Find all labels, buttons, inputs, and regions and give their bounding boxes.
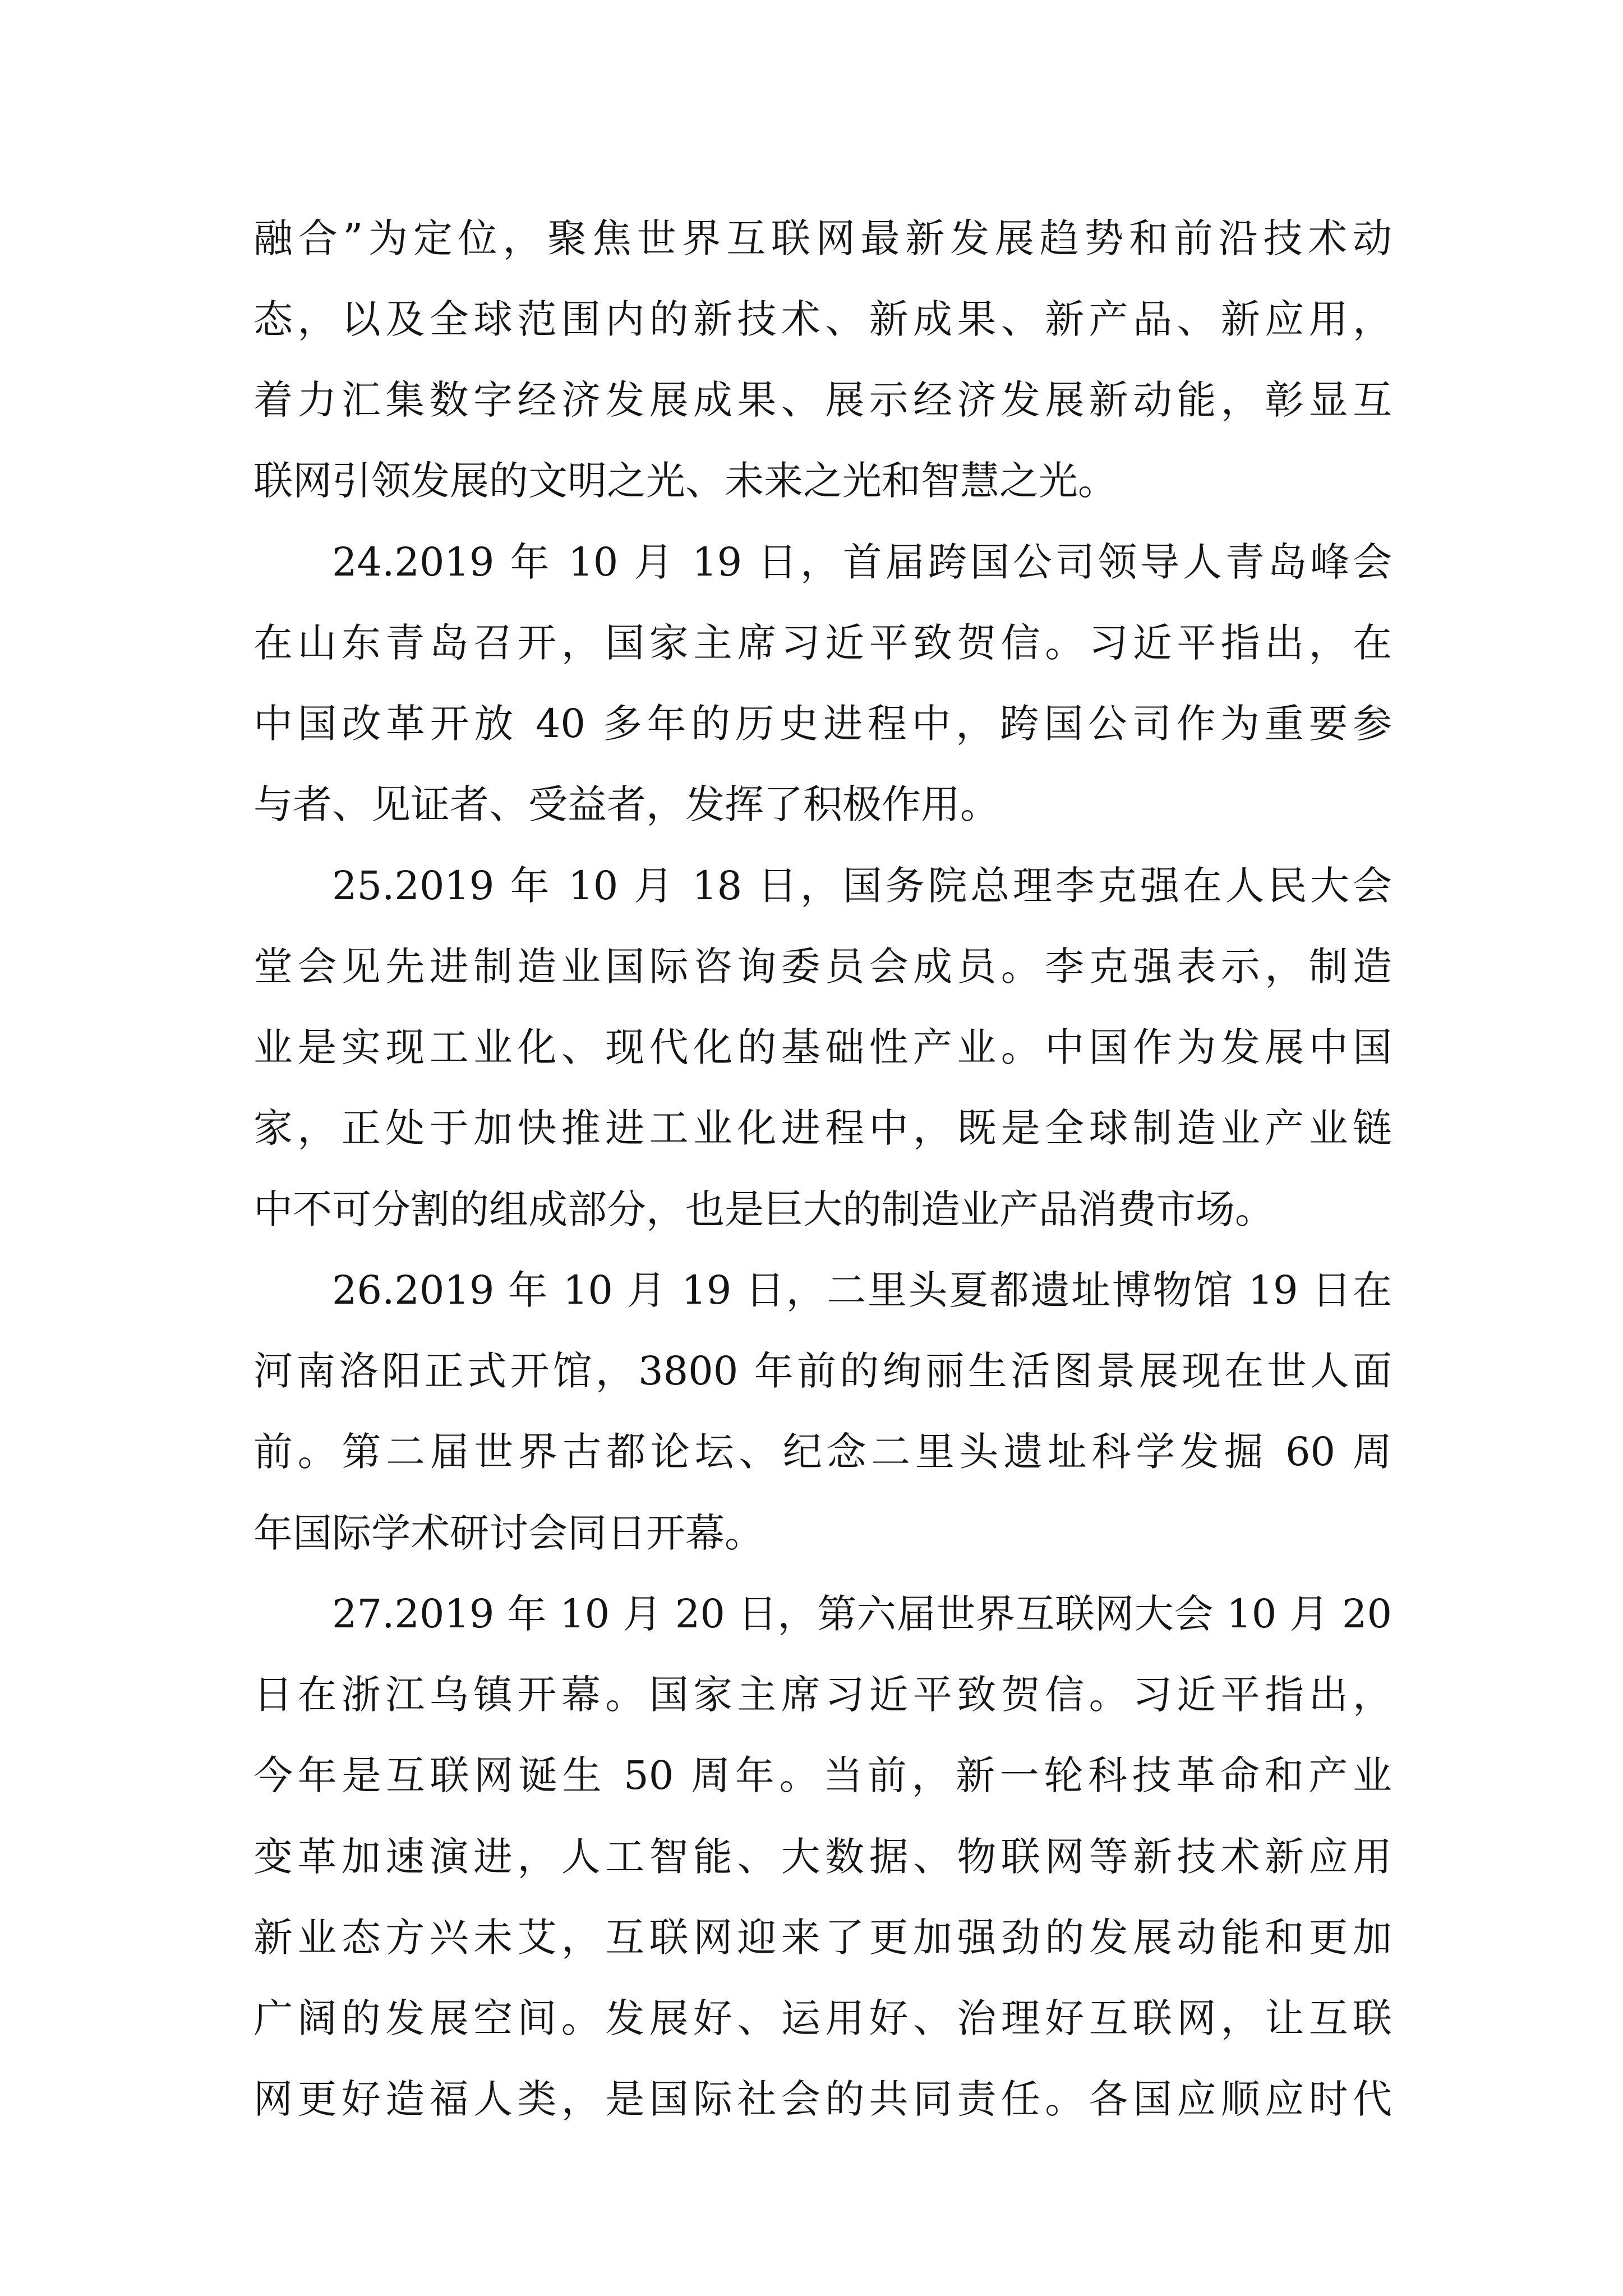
paragraph-line: 联网引领发展的文明之光、未来之光和智慧之光。 — [253, 458, 1117, 504]
paragraph-line: 中国改革开放 40 多年的历史进程中，跨国公司作为重要参 — [253, 701, 1392, 747]
paragraph-line: 中不可分割的组成部分，也是巨大的制造业产品消费市场。 — [253, 1186, 1274, 1232]
paragraph-line: 业是实现工业化、现代化的基础性产业。中国作为发展中国 — [253, 1024, 1392, 1070]
paragraph-line: 在山东青岛召开，国家主席习近平致贺信。习近平指出，在 — [253, 620, 1392, 666]
paragraph-line: 新业态方兴未艾，互联网迎来了更加强劲的发展动能和更加 — [253, 1915, 1392, 1961]
paragraph-line: 广阔的发展空间。发展好、运用好、治理好互联网，让互联 — [253, 1995, 1392, 2041]
paragraph-line: 堂会见先进制造业国际咨询委员会成员。李克强表示，制造 — [253, 944, 1392, 990]
paragraph-line: 年国际学术研讨会同日开幕。 — [253, 1510, 764, 1556]
paragraph-line: 家，正处于加快推进工业化进程中，既是全球制造业产业链 — [253, 1105, 1392, 1151]
paragraph-line: 态，以及全球范围内的新技术、新成果、新产品、新应用， — [253, 296, 1392, 342]
paragraph-line: 今年是互联网诞生 50 周年。当前，新一轮科技革命和产业 — [253, 1752, 1392, 1798]
paragraph-line-first: 27.2019 年 10 月 20 日，第六届世界互联网大会 10 月 20 — [332, 1591, 1392, 1637]
paragraph-line-first: 25.2019 年 10 月 18 日，国务院总理李克强在人民大会 — [332, 863, 1392, 909]
paragraph-line: 日在浙江乌镇开幕。国家主席习近平致贺信。习近平指出， — [253, 1672, 1392, 1718]
paragraph-line: 前。第二届世界古都论坛、纪念二里头遗址科学发掘 60 周 — [253, 1429, 1392, 1475]
paragraph-line: 融合”为定位，聚焦世界互联网最新发展趋势和前沿技术动 — [253, 215, 1392, 261]
paragraph-line-first: 24.2019 年 10 月 19 日，首届跨国公司领导人青岛峰会 — [332, 539, 1392, 585]
paragraph-line: 河南洛阳正式开馆，3800 年前的绚丽生活图景展现在世人面 — [253, 1348, 1392, 1394]
paragraph-line: 网更好造福人类，是国际社会的共同责任。各国应顺应时代 — [253, 2076, 1392, 2122]
paragraph-line-first: 26.2019 年 10 月 19 日，二里头夏都遗址博物馆 19 日在 — [332, 1267, 1392, 1313]
paragraph-line: 与者、见证者、受益者，发挥了积极作用。 — [253, 781, 999, 827]
paragraph-line: 变革加速演进，人工智能、大数据、物联网等新技术新应用 — [253, 1834, 1392, 1880]
paragraph-line: 着力汇集数字经济发展成果、展示经济发展新动能，彰显互 — [253, 377, 1392, 423]
